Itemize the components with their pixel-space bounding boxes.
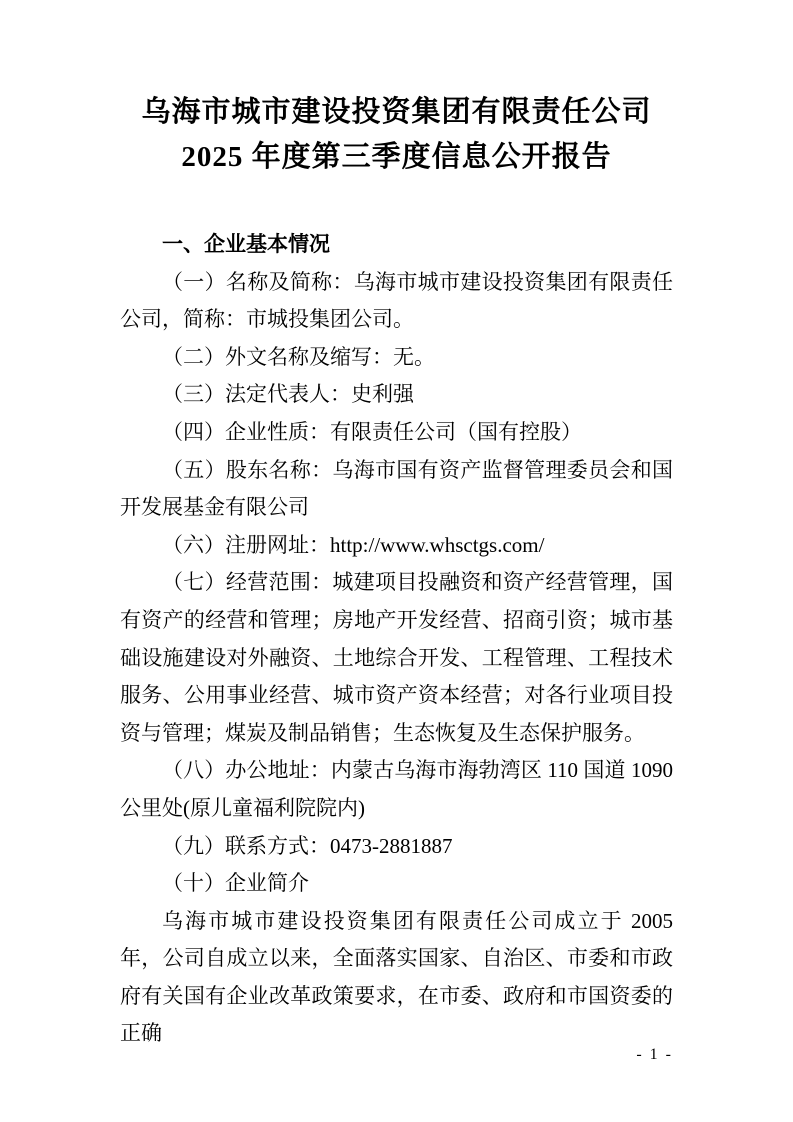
paragraph-office-address: （八）办公地址：内蒙古乌海市海勃湾区 110 国道 1090 公里处(原儿童福利院院内)	[120, 758, 673, 820]
paragraph-company-intro: 乌海市城市建设投资集团有限责任公司成立于 2005 年，公司自成立以来，全面落实国家、自治区、市委和市政府有关国有企业改革政策要求，在市委、政府和市国资委的正确	[120, 908, 673, 1046]
paragraph-legal-representative: （三）法定代表人：史利强	[162, 382, 414, 407]
document-body	[120, 226, 673, 1053]
paragraph-business-scope: （七）经营范围：城建项目投融资和资产经营管理，国有资产的经营和管理；房地产开发经营、招商引资；城市基础设施建设对外融资、土地综合开发、工程管理、工程技术服务、公用事业经营、城市资产资本经营；对各行业项目投资与管理；煤炭及制品销售；生态恢复及生态保护服务。	[120, 570, 673, 745]
document-title-line1: 乌海市城市建设投资集团有限责任公司	[141, 96, 652, 128]
document-title-line2: 2025 年度第三季度信息公开报告	[181, 141, 612, 173]
paragraph-foreign-name: （二）外文名称及缩写：无。	[162, 344, 435, 369]
paragraph-shareholder: （五）股东名称：乌海市国有资产监督管理委员会和国开发展基金有限公司	[120, 457, 673, 520]
paragraph-name-abbreviation: （一）名称及简称：乌海市城市建设投资集团有限责任公司，简称：市城投集团公司。	[120, 269, 673, 332]
document-title	[120, 90, 673, 180]
paragraph-enterprise-nature: （四）企业性质：有限责任公司（国有控股）	[162, 419, 582, 444]
paragraph-contact: （九）联系方式：0473-2881887	[162, 833, 453, 858]
paragraph-website: （六）注册网址：http://www.whsctgs.com/	[162, 532, 545, 557]
paragraph-company-intro-heading: （十）企业简介	[162, 871, 309, 896]
section-heading: 一、企业基本情况	[162, 233, 330, 256]
page-number: - 1 -	[636, 1046, 673, 1063]
